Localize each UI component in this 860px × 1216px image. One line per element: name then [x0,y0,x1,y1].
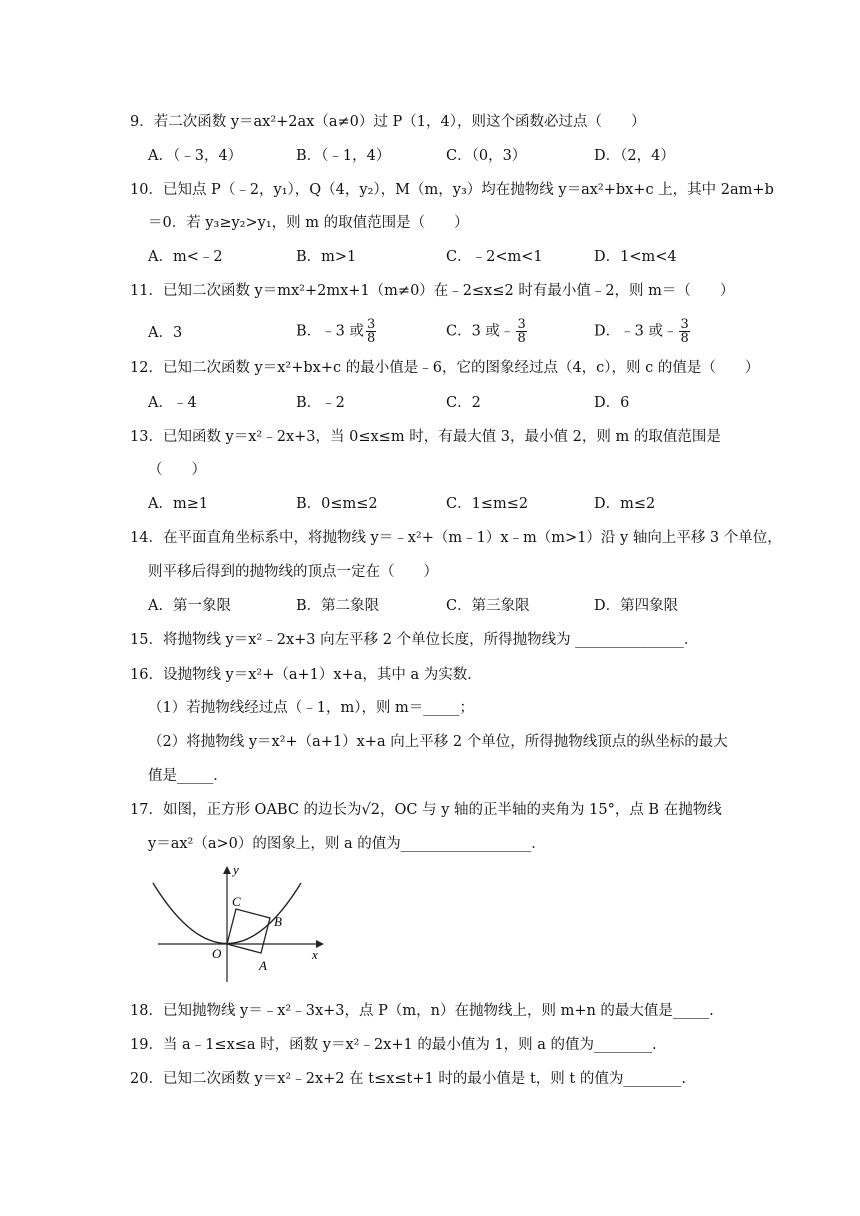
fraction-three-eighths: $\frac{3}{8}$ [680,317,689,346]
question-16-part2-line1: （2）将抛物线 y＝x²+（a+1）x+a 向上平移 2 个单位，所得抛物线顶点的纵坐标的最大 [148,734,728,750]
label-o: O [212,946,222,961]
question-9-options [148,146,808,166]
option-d: D．（2，4） [594,148,675,164]
question-16-stem: 16．设抛物线 y＝x²+（a+1）x+a，其中 a 为实数． [130,667,482,683]
option-c: C．2 [446,395,481,411]
option-a: A．第一象限 [148,598,231,614]
question-14-stem-line2: 则平移后得到的抛物线的顶点一定在（ ） [148,564,438,580]
option-d: D．﹣3 或﹣ $\frac{3}{8}$ [594,317,689,346]
option-b: B．﹣3 或 $\frac{3}{8}$ [296,317,376,346]
fraction-three-eighths: $\frac{3}{8}$ [367,317,376,346]
option-b: B．﹣2 [296,395,345,411]
option-c: C．3 或﹣ $\frac{3}{8}$ [446,317,526,346]
label-a: A [259,958,267,973]
option-d: D．第四象限 [594,598,679,614]
question-9-stem: 9．若二次函数 y＝ax²+2ax（a≠0）过 P（1，4），则这个函数必过点（ ） [130,114,646,130]
option-c: C．（0，3） [446,148,527,164]
question-14-options [148,596,808,616]
option-b: B．第二象限 [296,598,380,614]
question-13-stem-line2: （ ） [148,462,206,478]
square-oabc [227,909,270,953]
question-17-figure [148,862,328,991]
option-a: A．m<﹣2 [148,249,223,265]
question-11-stem: 11．已知二次函数 y＝mx²+2mx+1（m≠0）在﹣2≤x≤2 时有最小值﹣2，则 m＝（ ） [130,283,735,299]
question-10-stem-line2: ＝0．若 y₃≥y₂>y₁，则 m 的取值范围是（ ） [148,215,469,231]
option-a: A．3 [148,325,183,341]
question-10-stem-line1: 10．已知点 P（﹣2，y₁），Q（4，y₂），M（m，y₃）均在抛物线 y＝ax²+bx+c 上，其中 2am+b [130,182,774,198]
label-b: B [274,914,282,929]
question-19-stem: 19．当 a﹣1≤x≤a 时，函数 y＝x²﹣2x+1 的最小值为 1，则 a 的值为________. [130,1037,657,1053]
option-d: D．1<m<4 [594,249,677,265]
question-17-stem-line1: 17．如图，正方形 OABC 的边长为√2，OC 与 y 轴的正半轴的夹角为 15°，点 B 在抛物线 [130,802,722,818]
label-y: y [233,862,239,877]
question-16-part1: （1）若抛物线经过点（﹣1，m），则 m＝_____； [148,700,475,716]
question-18-stem: 18．已知抛物线 y＝﹣x²﹣3x+3，点 P（m，n）在抛物线上，则 m+n 的最大值是_____. [130,1003,714,1019]
option-d: D．m≤2 [594,496,656,512]
option-b: B．0≤m≤2 [296,496,378,512]
question-15-stem: 15．将抛物线 y＝x²﹣2x+3 向左平移 2 个单位长度，所得抛物线为 _______________． [130,632,699,648]
question-13-stem-line1: 13．已知函数 y＝x²﹣2x+3，当 0≤x≤m 时，有最大值 3，最小值 2，则 m 的取值范围是 [130,429,721,445]
option-a: A．（﹣3，4） [148,148,243,164]
question-12-options [148,393,808,413]
label-x: x [312,947,318,962]
question-10-options [148,247,808,267]
question-17-stem-line2: y＝ax²（a>0）的图象上，则 a 的值为__________________． [148,836,546,852]
option-d: D．6 [594,395,630,411]
option-c: C．﹣2<m<1 [446,249,543,265]
label-c: C [232,894,241,909]
option-a: A．﹣4 [148,395,197,411]
fraction-three-eighths: $\frac{3}{8}$ [517,317,526,346]
option-b: B．（﹣1，4） [296,148,391,164]
option-a: A．m≥1 [148,496,209,512]
question-16-part2-line2: 值是_____． [148,768,228,784]
parabola-square-diagram [148,862,328,987]
question-12-stem: 12．已知二次函数 y＝x²+bx+c 的最小值是﹣6，它的图象经过点（4，c），则 c 的值是（ ） [130,360,760,376]
question-20-stem: 20．已知二次函数 y＝x²﹣2x+2 在 t≤x≤t+1 时的最小值是 t，则 t 的值为________. [130,1071,686,1087]
question-14-stem-line1: 14．在平面直角坐标系中，将抛物线 y＝﹣x²+（m﹣1）x﹣m（m>1）沿 y 轴向上平移 3 个单位， [130,530,782,546]
question-11-options [148,318,808,348]
question-13-options [148,494,808,514]
y-axis-arrow [223,866,231,874]
option-b: B．m>1 [296,249,357,265]
option-c: C．第三象限 [446,598,530,614]
option-c: C．1≤m≤2 [446,496,529,512]
